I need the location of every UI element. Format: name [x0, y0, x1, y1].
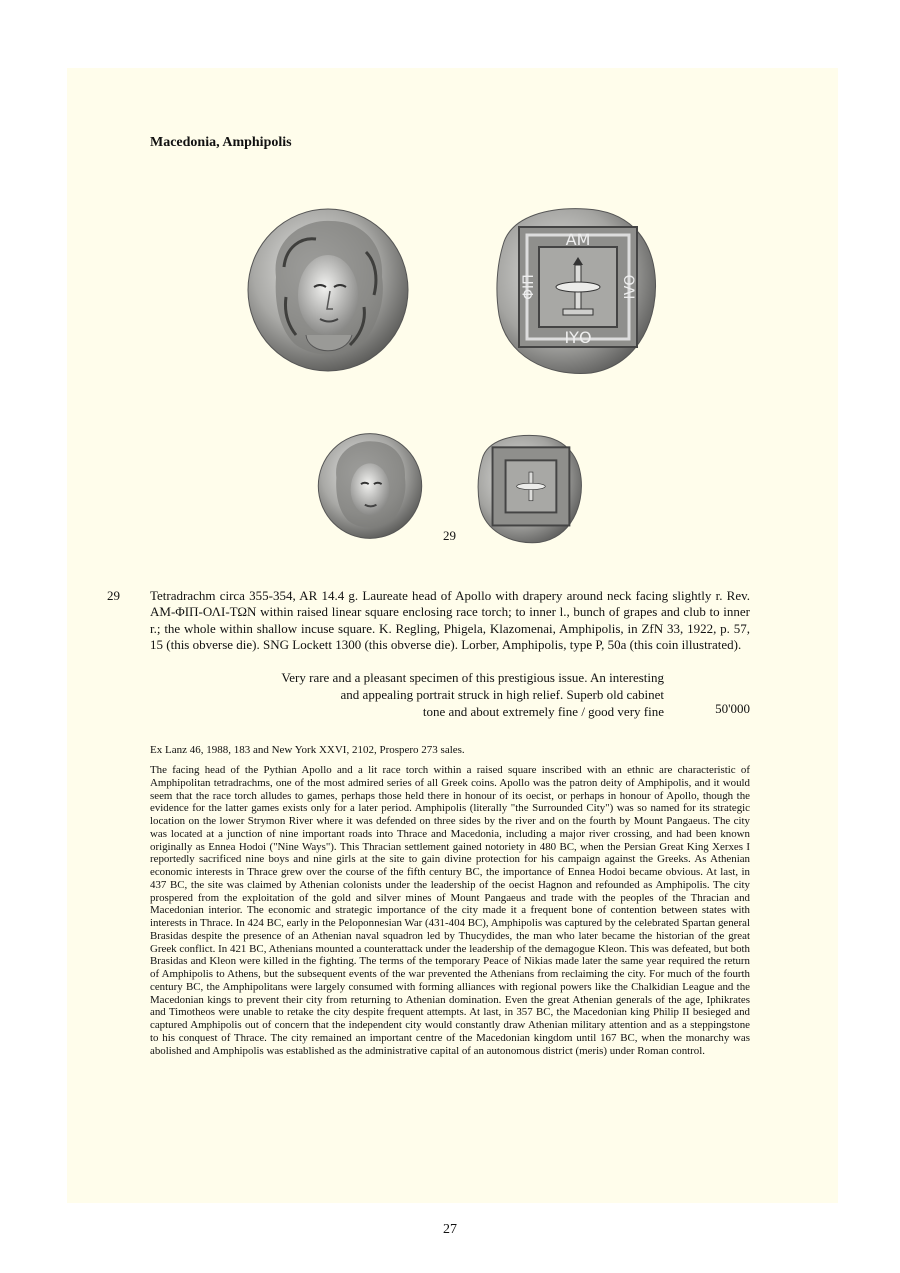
page-number: 27 — [443, 1222, 457, 1237]
historical-essay: The facing head of the Pythian Apollo and a lit race torch within a raised square inscribed with an ethnic are characteristic of Amphipolitan tetradrachms, one of the most admired series of all Greek coins. Apollo was the patron deity of Amphipolis, and it would seem that the race torch alludes to games, perhaps those held there in honour of its oecist, or perhaps in honour of Apollo, though the evidence for the latter games exists only for a later period. Amphipolis (literally "the Surrounded City") was so named for its strategic location on the lower Strymon River where it was defended on three sides by the river and on the fourth by Mount Pangaeus. The city was located at a junction of nine important roads into Thrace and Macedonia, including a major river crossing, and had been known originally as Ennea Hodoi ("Nine Ways"). This Thracian settlement gained notoriety in 480 BC, when the Persian Great King Xerxes I reportedly sacrificed nine boys and nine girls at the site to gain divine protection for his campaign against the Greeks. As Athenian economic interests in Thrace grew over the course of the fifth century BC, the importance of Ennea Hodoi became obvious. At last, in 437 BC, the site was claimed by Athenian colonists under the leadership of the oecist Hagnon and refounded as Amphipolis. The city prospered from the exploitation of the gold and silver mines of Mount Pangaeus and trade with the peoples of the Thracian and Macedonian interior. The economic and strategic importance of the city made it a frequent bone of contention between states with interests in Thrace. In 424 BC, early in the Peloponnesian War (431-404 BC), Amphipolis was captured by the celebrated Spartan general Brasidas despite the presence of an Athenian naval squadron led by Thucydides, the man who later became the historian of the great Greek conflict. In 421 BC, Athenians mounted a counterattack under the leadership of the demagogue Kleon. This was defeated, but both Brasidas and Kleon were killed in the fighting. The terms of the temporary Peace of Nikias made later the same year required the return of Amphipolis to Athens, but the subsequent events of the war prevented the Athenians from reclaiming the city. For much of the fourth century BC, the Amphipolitans were largely consumed with forming alliances with regional powers like the Chalkidian League and the Macedonian kings to prevent their city from returning to Athenian domination. Even the great Athenian generals of the age, Iphikrates and Timotheos were unable to retake the city despite frequent attempts. At last, in 357 BC, the Macedonian king Philip II besieged and captured Amphipolis out of concern that the independent city would constantly draw Athenian military attention and as a steppingstone to his conquest of Thrace. The city remained an important centre of the Macedonian kingdom until 167 BC, when the monarchy was abolished and Amphipolis was established as the administrative capital of an autonomous district (meris) under Roman control. — [150, 764, 750, 1057]
figure-number: 29 — [443, 528, 456, 543]
coin-legend-left: ΦΙΠ — [521, 274, 537, 300]
lot-description: Tetradrachm circa 355-354, AR 14.4 g. Laureate head of Apollo with drapery around neck facing slightly r. Rev. ΑΜ-ΦΙΠ-ΟΛΙ-ΤΩΝ within raised linear square enclosing race torch; to inner l., bunch of grapes and club to inner r.; the whole within shallow incuse square. K. Regling, Phigela, Klazomenai, Amphipolis, in ZfN 33, 1922, p. 57, 15 (this obverse die). SNG Lockett 1300 (this obverse die). Lorber, Amphipolis, type P, 50a (this coin illustrated). — [150, 588, 750, 652]
coin-legend-right: ΟΛΙ — [620, 274, 636, 300]
coin-legend-top: ΑΜ — [565, 230, 591, 249]
coin-obverse-actual-size — [317, 432, 423, 540]
coin-legend-bottom: ΙΥΟ — [564, 328, 592, 347]
lot-number: 29 — [107, 588, 120, 603]
condition-line: and appealing portrait struck in high relief. Superb old cabinet — [340, 687, 664, 702]
condition-block — [150, 669, 664, 720]
condition-line: Very rare and a pleasant specimen of this prestigious issue. An interesting — [281, 670, 664, 685]
provenance-note: Ex Lanz 46, 1988, 183 and New York XXVI, 2102, Prospero 273 sales. — [150, 744, 465, 756]
condition-line: tone and about extremely fine / good very fine — [422, 704, 664, 719]
coin-reverse-actual-size — [474, 433, 584, 545]
coin-reverse-enlarged — [491, 205, 659, 377]
estimate-price: 50'000 — [715, 701, 750, 716]
section-heading: Macedonia, Amphipolis — [150, 135, 292, 150]
coin-obverse-enlarged — [246, 207, 410, 373]
